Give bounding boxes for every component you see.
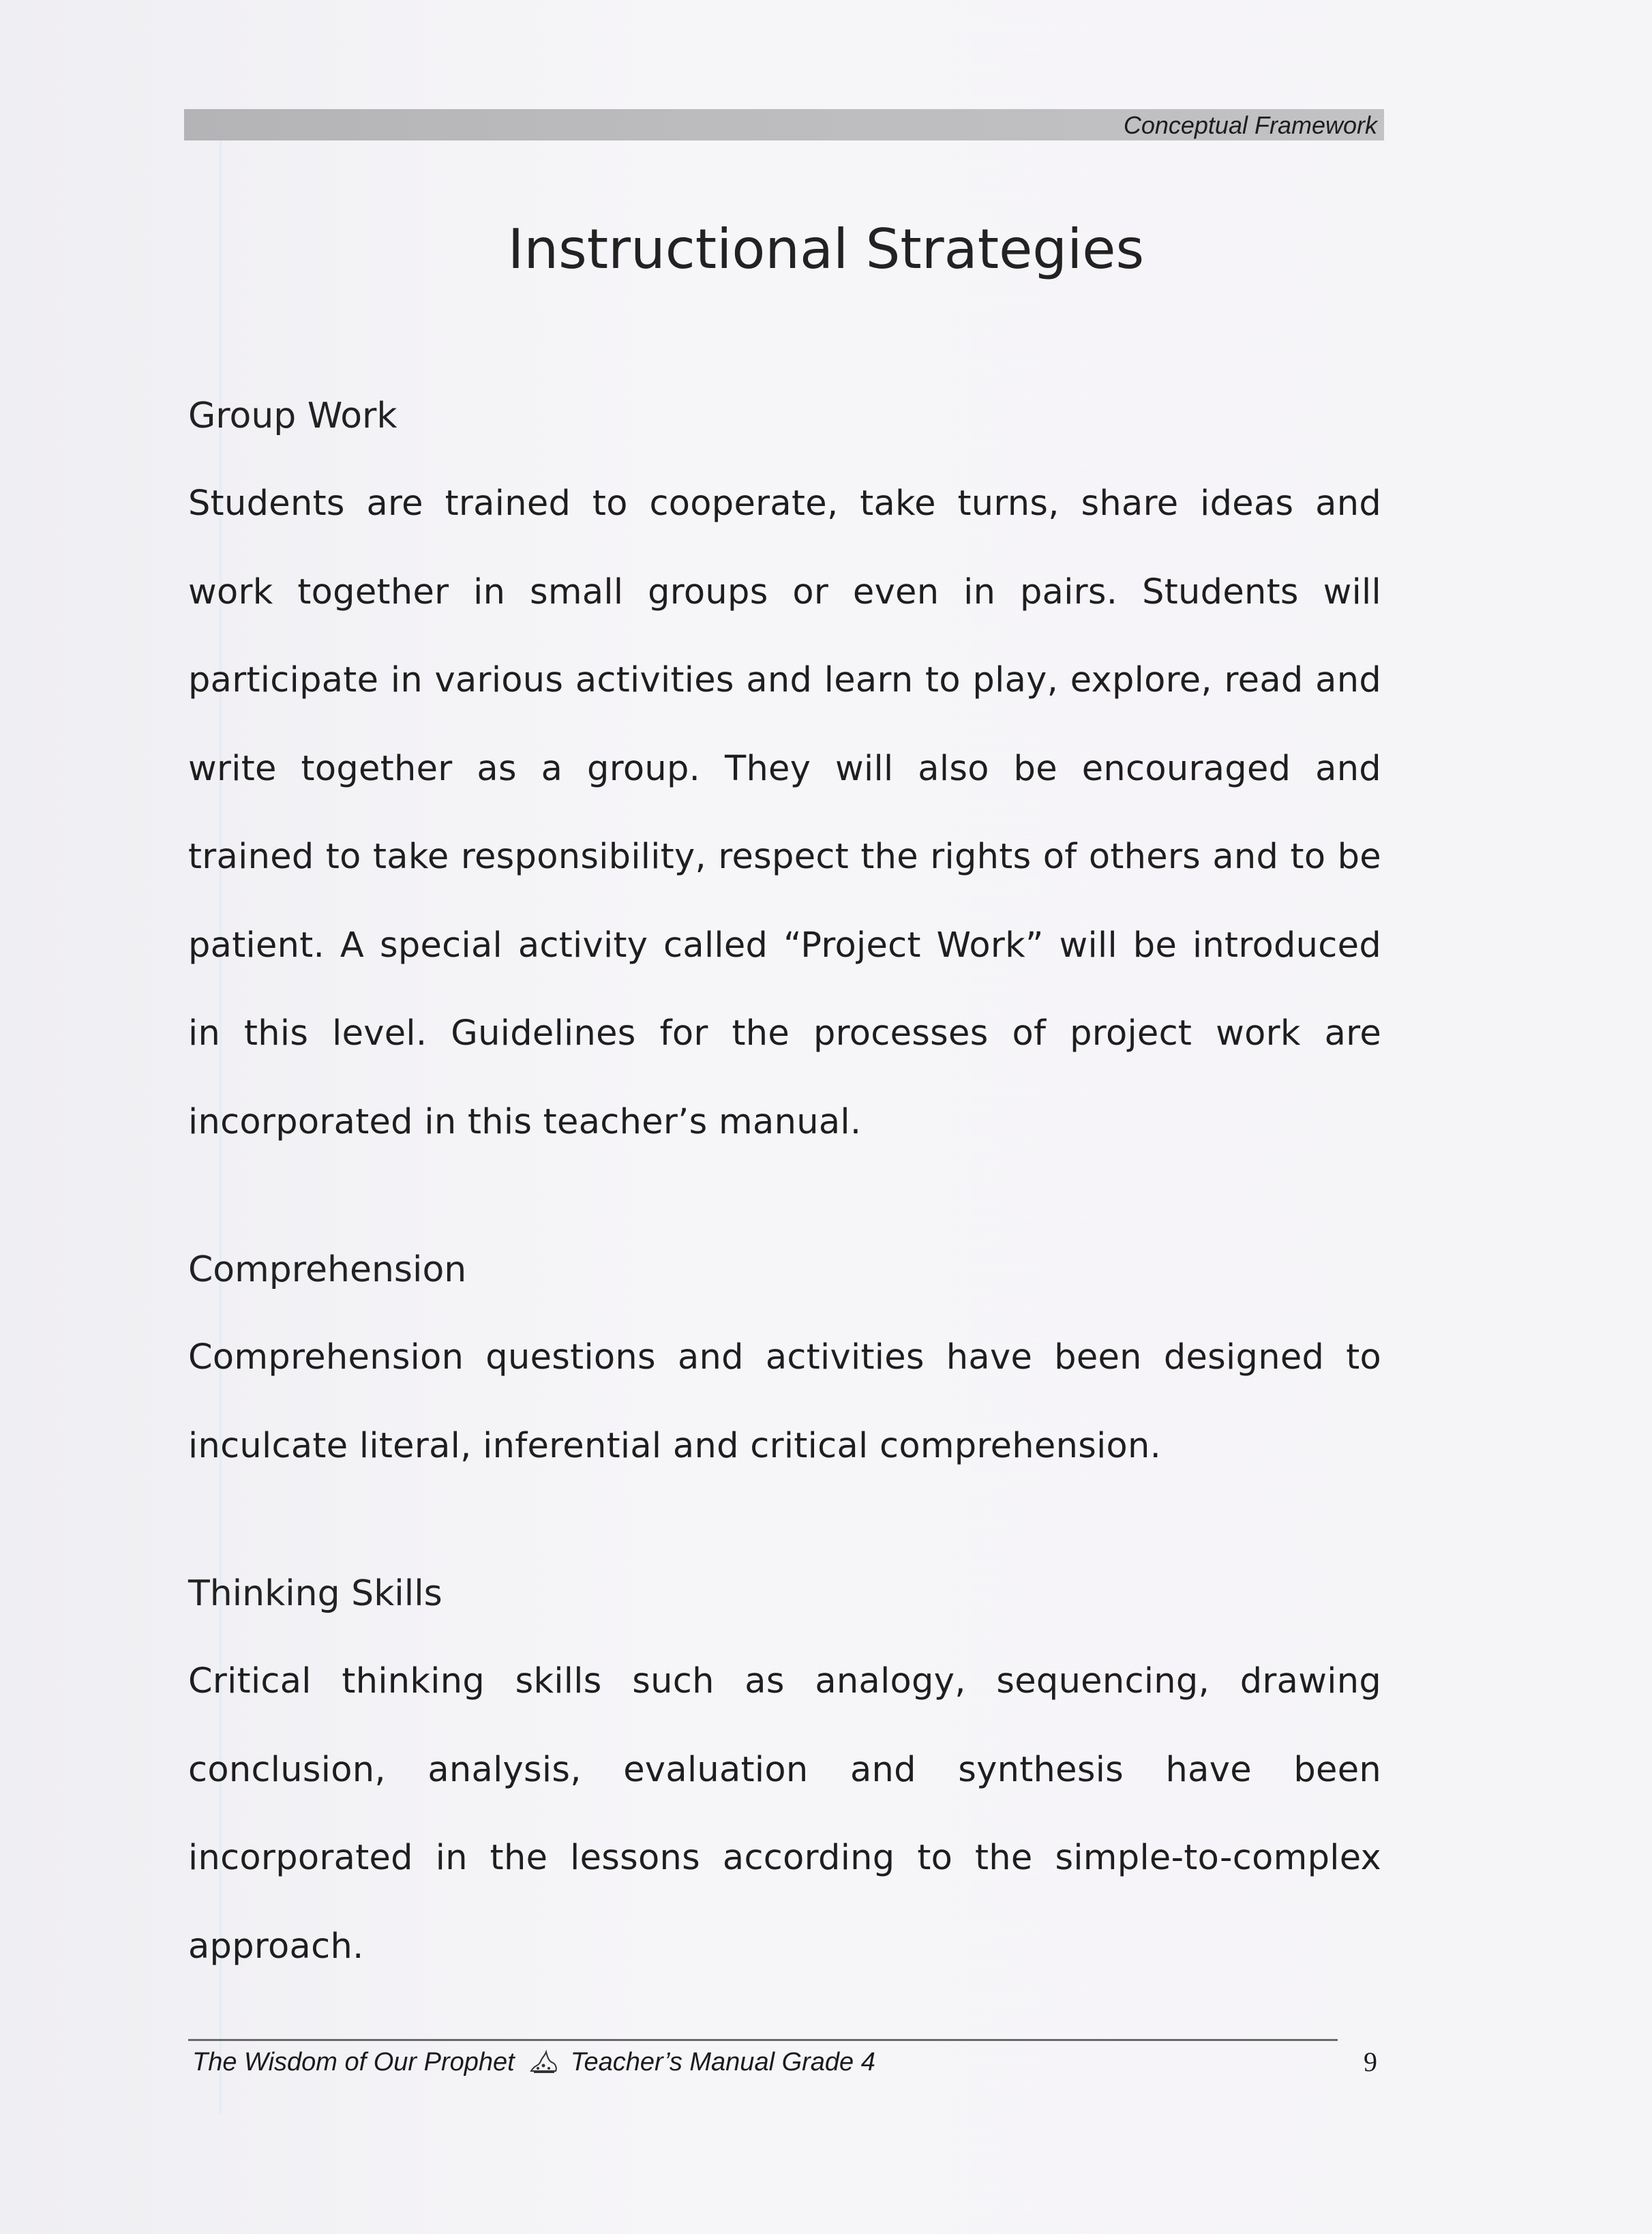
page-number: 9: [1364, 2046, 1377, 2077]
section-body: Students are trained to cooperate, take turns, share ideas and work together in small groups or even in pairs. Students will participate in various activities and learn to play, explore, read and write together as a group. They will also be encouraged and trained to take responsibility, respect the rights of others and to be patient. A special activity called “Project Work” will be introduced in this level. Guidelines for the processes of project work are incorporated in this teacher’s manual.: [188, 483, 1381, 1142]
footer-rule: [188, 2039, 1338, 2041]
section-group-work: [188, 394, 1381, 1166]
footer-book-title: The Wisdom of Our Prophet: [192, 2048, 515, 2076]
calligraphy-emblem-icon: [528, 2049, 558, 2075]
section-heading: Comprehension: [188, 1249, 467, 1290]
section-heading: Thinking Skills: [188, 1573, 442, 1614]
running-header-title: Conceptual Framework: [1123, 111, 1377, 139]
section-thinking-skills: [188, 1572, 1381, 1991]
section-comprehension: [188, 1248, 1381, 1490]
running-header-band: [184, 109, 1384, 140]
section-body: Comprehension questions and activities have been designed to inculcate literal, inferential and critical comprehension.: [188, 1337, 1381, 1466]
section-heading: Group Work: [188, 396, 397, 436]
footer-manual-label: Teacher’s Manual Grade 4: [570, 2048, 875, 2076]
section-body: Critical thinking skills such as analogy, sequencing, drawing conclusion, analysis, evaluation and synthesis have been incorporated in the lessons according to the simple-to-complex approach.: [188, 1661, 1381, 1967]
footer: [192, 2046, 875, 2079]
page-title: Instructional Strategies: [507, 218, 1145, 281]
